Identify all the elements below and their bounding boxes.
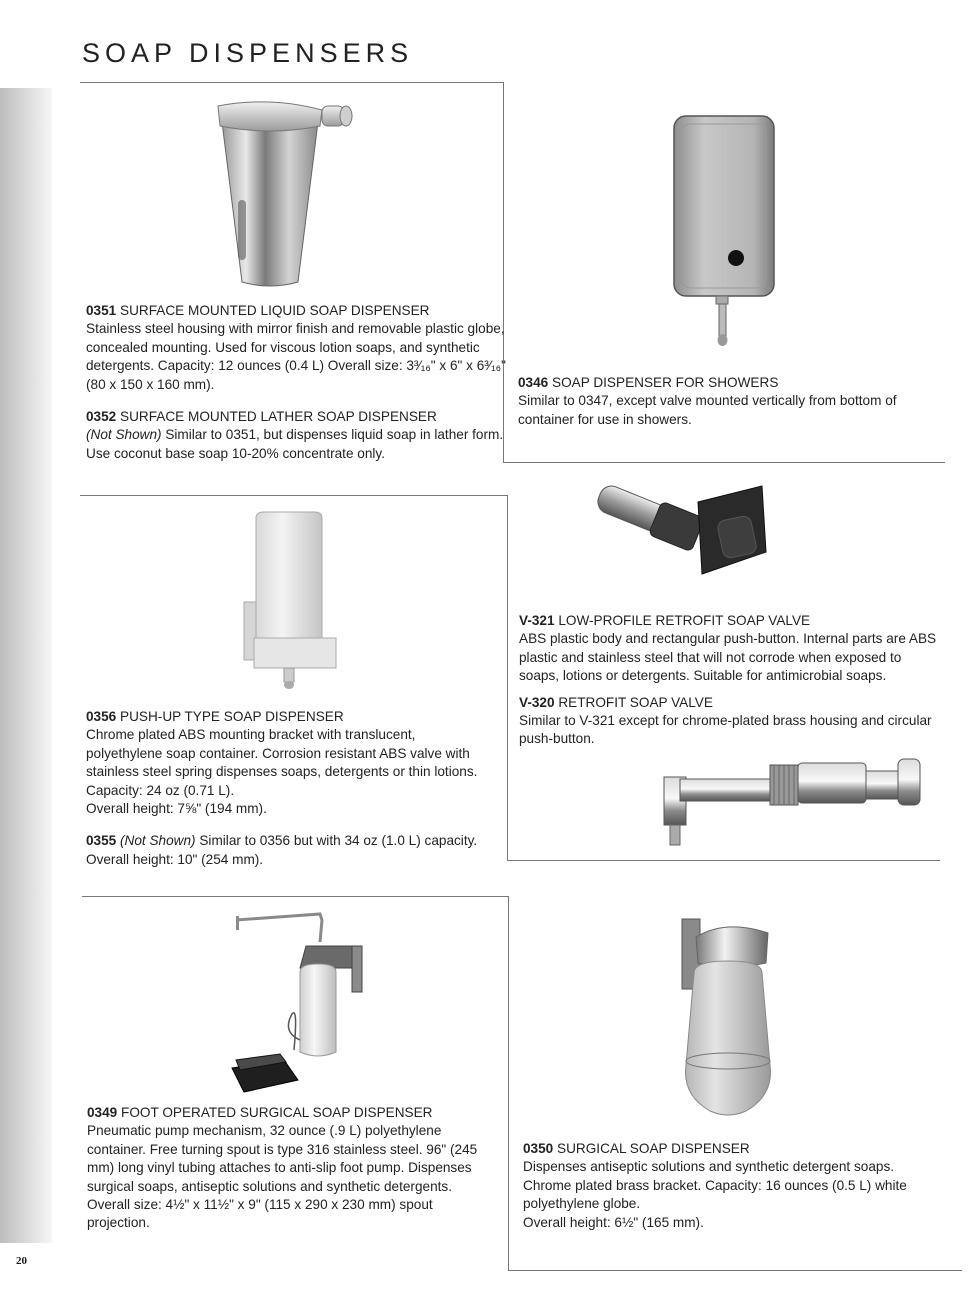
product-0351 xyxy=(86,302,506,394)
product-0350-block xyxy=(523,1140,923,1232)
product-name: RETROFIT SOAP VALVE xyxy=(558,694,713,710)
side-gradient-strip xyxy=(0,88,52,1243)
dispenser-0350-image xyxy=(676,915,776,1125)
product-description: Similar to 0347, except valve mounted vertically from bottom of container for use in showers. xyxy=(518,393,897,427)
product-description: ABS plastic body and rectangular push-button. Internal parts are ABS plastic and stainless steel that will not corrode when exposed to soaps, lotions or detergents. Suitable for antimicrobial soaps. xyxy=(519,631,937,684)
product-code: 0346 xyxy=(518,375,549,390)
rule-bottom-right xyxy=(508,1270,962,1271)
product-0350-heading xyxy=(523,1140,923,1158)
product-0351-heading xyxy=(86,302,506,320)
product-0351-block xyxy=(86,302,506,463)
product-height: Overall height: 7⅝" (194 mm). xyxy=(86,801,267,817)
product-code: 0352 xyxy=(86,409,117,425)
product-description: Stainless steel housing with mirror finish and removable plastic globe, concealed mounting. Used for viscous lotion soaps, and synthetic detergents. Capacity: 12 ounces (0.4 L) Overall size: 3³⁄₁₆" x 6" x 6³⁄₁₆" (80 x 150 x 160 mm). xyxy=(86,321,506,392)
product-v320-heading xyxy=(519,694,939,712)
product-name: SURFACE MOUNTED LATHER SOAP DISPENSER xyxy=(120,409,437,425)
product-description: Chrome plated ABS mounting bracket with translucent, polyethylene soap container. Corrosion resistant ABS valve with stainless steel spring dispenses soaps, detergents or thin lotions. Capacity: 24 oz (0.71 L). xyxy=(86,727,478,798)
product-name: LOW-PROFILE RETROFIT SOAP VALVE xyxy=(558,613,811,628)
product-0356 xyxy=(86,708,491,818)
product-0355 xyxy=(86,832,491,869)
product-0352-body xyxy=(86,426,506,463)
page-number: 20 xyxy=(16,1255,27,1267)
product-name: PUSH-UP TYPE SOAP DISPENSER xyxy=(120,709,344,724)
product-description: Pneumatic pump mechanism, 32 ounce (.9 L) polyethylene container. Free turning spout is type 316 stainless steel. 96" (245 mm) long vinyl tubing attaches to anti-slip foot pump. Dispenses surgical soaps, antiseptic solutions and synthetic detergents. Overall size: 4½" x 11½" x 9" (115 x 290 x 230 mm) spout projection. xyxy=(87,1123,478,1231)
product-code: V-320 xyxy=(519,694,555,710)
product-v321-heading xyxy=(519,612,939,630)
product-v321 xyxy=(519,612,939,686)
product-code: 0349 xyxy=(87,1105,118,1120)
product-code: 0350 xyxy=(523,1141,554,1156)
product-code: 0355 xyxy=(86,833,117,849)
dispenser-0349-image xyxy=(222,910,367,1100)
rule-top-right xyxy=(503,462,945,463)
valve-v320-image xyxy=(660,755,925,855)
rule-mid-left xyxy=(80,495,507,496)
product-v321-block xyxy=(519,612,939,749)
product-0346-heading xyxy=(518,374,940,392)
product-description: Similar to 0351, but dispenses liquid soap in lather form. Use coconut base soap 10-20% concentrate only. xyxy=(86,427,504,461)
product-code: V-321 xyxy=(519,613,555,628)
rule-mid-right xyxy=(507,860,940,861)
product-0346-block xyxy=(518,374,940,429)
product-description: Similar to V-321 except for chrome-plated brass housing and circular push-button. xyxy=(519,713,932,747)
product-v320 xyxy=(519,694,939,749)
product-description: Dispenses antiseptic solutions and synthetic detergent soaps. Chrome plated brass bracket. Capacity: 16 ounces (0.5 L) white polyethylene globe. xyxy=(523,1159,907,1212)
product-code: 0351 xyxy=(86,303,117,318)
page-title: SOAP DISPENSERS xyxy=(82,38,414,68)
product-description: Similar to 0356 but with 34 oz (1.0 L) capacity. Overall height: 10" (254 mm). xyxy=(86,833,478,867)
rule-bottom-left xyxy=(82,896,508,897)
product-name: SOAP DISPENSER FOR SHOWERS xyxy=(552,375,779,390)
not-shown-note: (Not Shown) xyxy=(120,833,196,849)
product-height: Overall height: 6½" (165 mm). xyxy=(523,1214,704,1230)
rule-bottom-vertical xyxy=(508,896,509,1270)
product-name: SURFACE MOUNTED LIQUID SOAP DISPENSER xyxy=(120,303,430,318)
product-0349-heading xyxy=(87,1104,492,1122)
product-0356-heading xyxy=(86,708,491,726)
product-0355-body xyxy=(86,832,491,869)
product-name: FOOT OPERATED SURGICAL SOAP DISPENSER xyxy=(121,1105,433,1120)
dispenser-0356-image xyxy=(240,510,340,695)
product-code: 0356 xyxy=(86,709,117,724)
product-0352-heading xyxy=(86,408,506,426)
dispenser-0351-image xyxy=(210,100,360,290)
rule-top-left xyxy=(80,82,503,83)
not-shown-note: (Not Shown) xyxy=(86,427,162,443)
product-0349-block xyxy=(87,1104,492,1233)
product-0356-block xyxy=(86,708,491,869)
valve-v321-image xyxy=(590,482,800,602)
dispenser-0346-image xyxy=(670,112,780,352)
rule-mid-vertical xyxy=(507,495,508,860)
product-name: SURGICAL SOAP DISPENSER xyxy=(557,1141,750,1156)
product-0352 xyxy=(86,408,506,463)
